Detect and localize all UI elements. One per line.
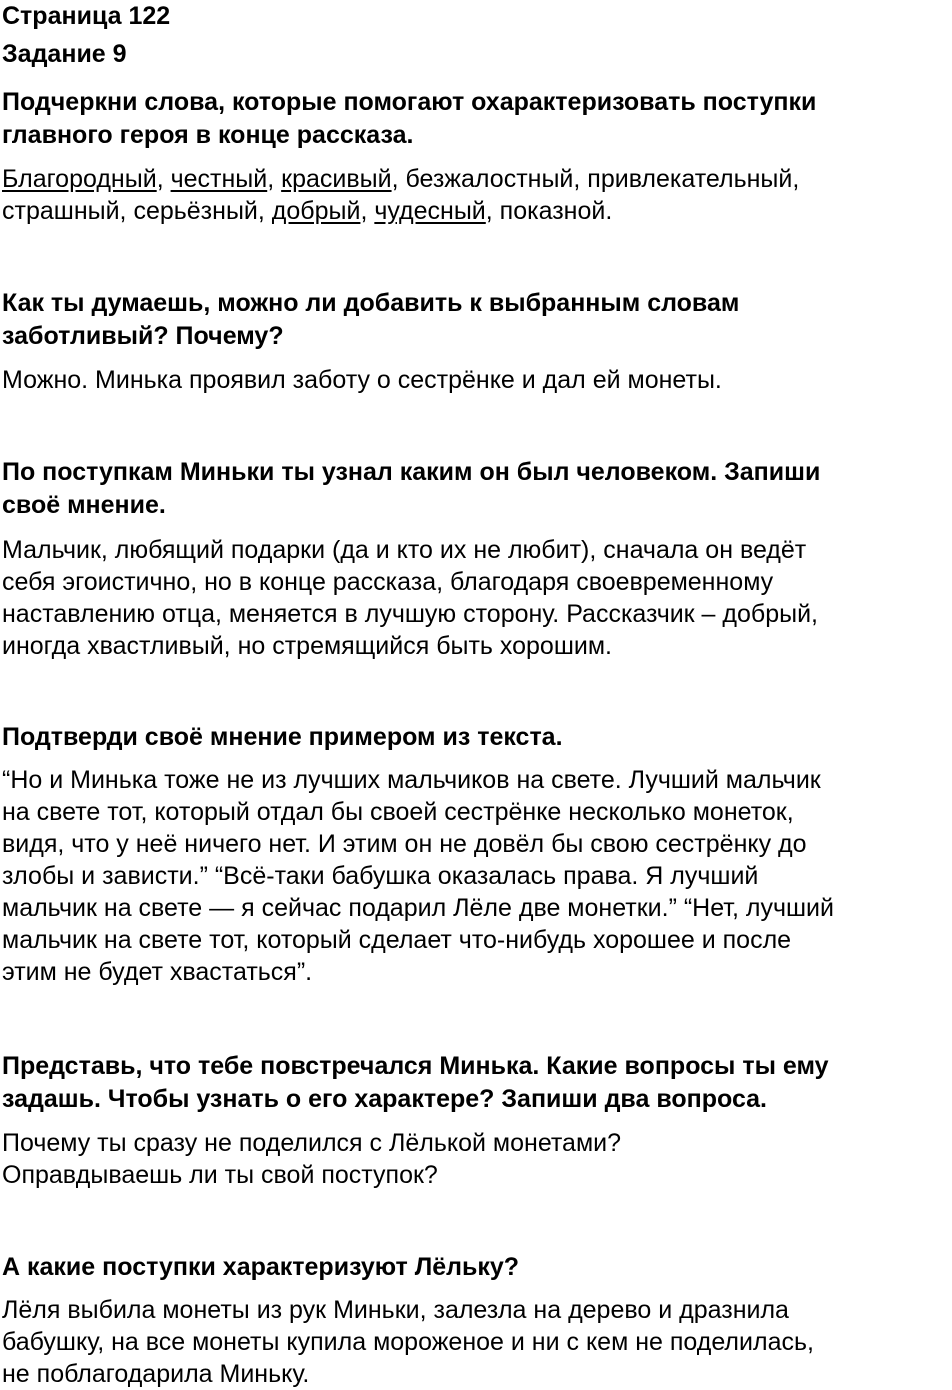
question-2-line-2: заботливый? Почему? (2, 322, 284, 350)
page-title: Страница 122 (2, 2, 171, 30)
answer-5-line-2: Оправдываешь ли ты свой поступок? (2, 1161, 438, 1189)
answer-1-line-2 (2, 195, 612, 227)
underlined-word: чудесный (374, 197, 486, 225)
plain-text: , показной. (485, 197, 613, 225)
answer-6-line-2: бабушку, на все монеты купила мороженое и ни с кем не поделилась, (2, 1328, 814, 1356)
separator: , (360, 197, 375, 225)
answer-3-line-2: себя эгоистично, но в конце рассказа, благодаря своевременному (2, 568, 774, 596)
question-5-line-1: Представь, что тебе повстречался Минька. Какие вопросы ты ему (2, 1052, 829, 1080)
underlined-word: добрый (271, 197, 361, 225)
plain-text: страшный, серьёзный, (2, 197, 272, 225)
question-5-line-2: задашь. Чтобы узнать о его характере? Запиши два вопроса. (2, 1085, 768, 1113)
question-6-line-1: А какие поступки характеризуют Лёльку? (2, 1253, 520, 1281)
answer-4-line-1: “Но и Минька тоже не из лучших мальчиков на свете. Лучший мальчик (2, 766, 821, 794)
answer-4-line-2: на свете тот, который отдал бы своей сестрёнке несколько монеток, (2, 798, 794, 826)
question-2-line-1: Как ты думаешь, можно ли добавить к выбранным словам (2, 289, 740, 317)
separator: , (267, 165, 282, 193)
question-3-line-1: По поступкам Миньки ты узнал каким он был человеком. Запиши (2, 458, 821, 486)
answer-2-line-1: Можно. Минька проявил заботу о сестрёнке и дал ей монеты. (2, 366, 722, 394)
answer-3-line-1: Мальчик, любящий подарки (да и кто их не любит), сначала он ведёт (2, 536, 807, 564)
answer-1-line-1 (2, 163, 799, 195)
task-title: Задание 9 (2, 40, 127, 68)
answer-4-line-6: мальчик на свете тот, который сделает что-нибудь хорошее и после (2, 926, 792, 954)
answer-4-line-3: видя, что у неё ничего нет. И этим он не довёл бы свою сестрёнку до (2, 830, 807, 858)
separator: , (156, 165, 171, 193)
question-4-line-1: Подтверди своё мнение примером из текста. (2, 723, 563, 751)
question-3-line-2: своё мнение. (2, 491, 166, 519)
question-1-line-2: главного героя в конце рассказа. (2, 121, 414, 149)
underlined-word: Благородный (2, 165, 157, 193)
answer-6-line-1: Лёля выбила монеты из рук Миньки, залезла на дерево и дразнила (2, 1296, 789, 1324)
answer-6-line-3: не поблагодарила Миньку. (2, 1360, 310, 1388)
answer-3-line-4: иногда хвастливый, но стремящийся быть хорошим. (2, 632, 612, 660)
underlined-word: честный (170, 165, 268, 193)
answer-3-line-3: наставлению отца, меняется в лучшую сторону. Рассказчик – добрый, (2, 600, 819, 628)
question-1-line-1: Подчеркни слова, которые помогают охарактеризовать поступки (2, 88, 817, 116)
answer-5-line-1: Почему ты сразу не поделился с Лёлькой монетами? (2, 1129, 622, 1157)
underlined-word: красивый (281, 165, 392, 193)
plain-text: , безжалостный, привлекательный, (391, 165, 800, 193)
answer-4-line-7: этим не будет хвастаться”. (2, 958, 313, 986)
answer-4-line-4: злобы и зависти.” “Всё-таки бабушка оказалась права. Я лучший (2, 862, 759, 890)
answer-4-line-5: мальчик на свете — я сейчас подарил Лёле две монетки.” “Нет, лучший (2, 894, 834, 922)
